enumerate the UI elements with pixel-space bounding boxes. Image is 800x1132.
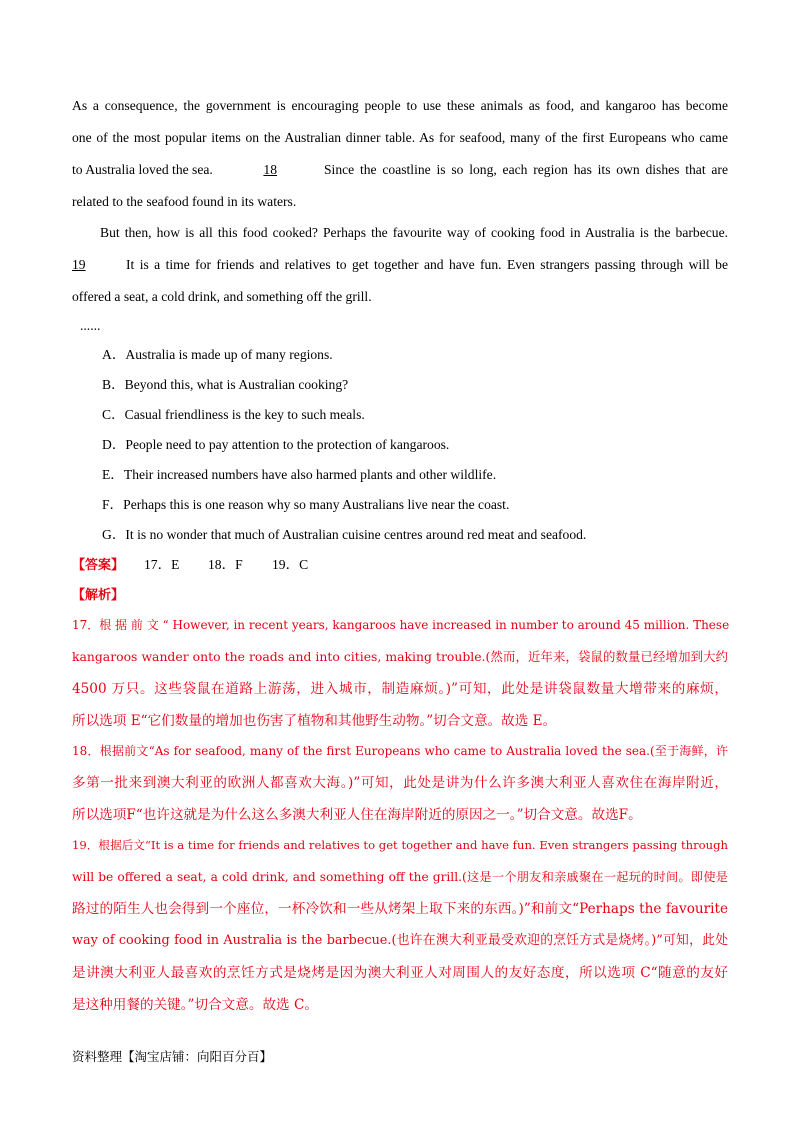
analysis-line: 4500 万只。这些袋鼠在道路上游荡，进入城市，制造麻烦。)”可知，此处是讲袋鼠数量大增带来的麻烦， xyxy=(72,681,728,697)
analysis-line: 18．根据前文“As for seafood, many of the first Europeans who came to Australia loved the sea.(至于海鲜，许 xyxy=(72,744,728,758)
passage-line-with-blank-19 xyxy=(72,255,728,275)
analysis-line: 是讲澳大利亚人最喜欢的烹饪方式是烧烤是因为澳大利亚人对周围人的友好态度，所以选项 C“随意的友好 xyxy=(72,965,728,981)
analysis-line: 19．根据后文“It is a time for friends and relatives to get together and have fun. Even strangers passing through xyxy=(72,838,728,852)
analysis-line: will be offered a seat, a cold drink, and something off the grill.(这是一个朋友和亲戚聚在一起玩的时间。即使是 xyxy=(72,870,728,884)
blank-19: 19 xyxy=(72,257,86,272)
answer-item: 18．F xyxy=(208,557,243,572)
passage-text: It is a time for friends and relatives to get together and have fun. Even strangers passing through will be xyxy=(126,257,728,272)
option-b: B．Beyond this, what is Australian cooking? xyxy=(102,377,349,392)
analysis-line: 所以选项F“也许这就是为什么这么多澳大利亚人住在海岸附近的原因之一。”切合文意。故选F。 xyxy=(72,807,642,823)
passage-line: offered a seat, a cold drink, and something off the grill. xyxy=(72,289,372,304)
option-d: D．People need to pay attention to the protection of kangaroos. xyxy=(102,437,450,452)
analysis-label: 【解析】 xyxy=(72,588,125,603)
passage-line: But then, how is all this food cooked? Perhaps the favourite way of cooking food in Australia is the barbecue. xyxy=(100,225,728,240)
analysis-line: 所以选项 E“它们数量的增加也伤害了植物和其他野生动物。”切合文意。故选 E。 xyxy=(72,713,557,729)
answer-label: 【答案】 xyxy=(72,558,125,573)
analysis-line: kangaroos wander onto the roads and into cities, making trouble.(然而，近年来，袋鼠的数量已经增加到大约 xyxy=(72,649,728,664)
option-g: G．It is no wonder that much of Australian cuisine centres around red meat and seafood. xyxy=(102,527,587,542)
analysis-line: 路过的陌生人也会得到一个座位，一杯冷饮和一些从烤架上取下来的东西。)”和前文“Perhaps the favourite xyxy=(72,901,728,917)
passage-line-with-blank-18 xyxy=(72,160,728,180)
option-c: C．Casual friendliness is the key to such meals. xyxy=(102,407,365,422)
blank-18: 18 xyxy=(263,162,278,177)
answer-item: 17．E xyxy=(144,557,180,572)
analysis-line: 17．根 据 前 文 “ However, in recent years, kangaroos have increased in number to around 45 million. These xyxy=(72,618,730,632)
answer-row xyxy=(72,555,728,576)
passage-line: related to the seafood found in its waters. xyxy=(72,194,297,209)
footer-text: 资料整理【淘宝店铺：向阳百分百】 xyxy=(72,1049,273,1064)
option-a: A．Australia is made up of many regions. xyxy=(102,347,333,362)
passage-text: to Australia loved the sea. xyxy=(72,162,213,177)
option-e: E．Their increased numbers have also harmed plants and other wildlife. xyxy=(102,467,497,482)
analysis-line: 多第一批来到澳大利亚的欧洲人都喜欢大海。)”可知，此处是讲为什么许多澳大利亚人喜欢住在海岸附近， xyxy=(72,775,728,791)
ellipsis: ...... xyxy=(80,318,101,333)
option-f: F．Perhaps this is one reason why so many Australians live near the coast. xyxy=(102,497,510,512)
analysis-line: 是这种用餐的关键。”切合文意。故选 C。 xyxy=(72,997,318,1013)
passage-line: one of the most popular items on the Australian dinner table. As for seafood, many of the first Europeans who came xyxy=(72,130,728,145)
passage-text: Since the coastline is so long, each region has its own dishes that are xyxy=(324,162,728,177)
analysis-heading xyxy=(72,585,728,606)
analysis-line: way of cooking food in Australia is the barbecue.(也许在澳大利亚最受欢迎的烹饪方式是烧烤。)”可知，此处 xyxy=(72,933,728,948)
passage-line: As a consequence, the government is encouraging people to use these animals as food, and kangaroo has become xyxy=(72,98,728,113)
answer-item: 19．C xyxy=(272,557,309,572)
